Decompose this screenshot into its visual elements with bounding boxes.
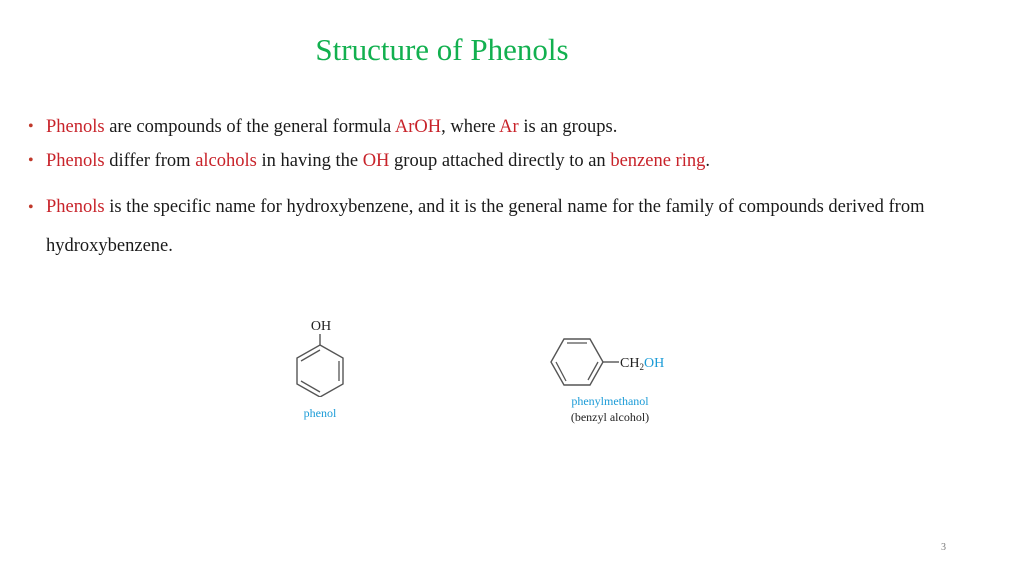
phenol-benzene-ring [297, 345, 343, 397]
term-phenols: Phenols [46, 197, 105, 217]
bullet-dot-icon: • [28, 152, 34, 169]
bullet-text: is an groups. [518, 117, 618, 137]
bullet-hydroxybenzene [28, 188, 988, 266]
slide-title: Structure of Phenols [315, 32, 569, 67]
term-alcohols: alcohols [195, 151, 257, 171]
bullet-text: are compounds of the general formula [104, 117, 395, 137]
term-phenols: Phenols [46, 117, 105, 137]
phenol-double-bond [301, 381, 320, 392]
bullet-dot-icon: • [28, 199, 34, 216]
bullet-text: , where [441, 117, 500, 137]
bullet-general-formula [28, 110, 988, 144]
term-phenols: Phenols [46, 151, 105, 171]
bullet-list [28, 110, 988, 266]
term-oh: OH [362, 151, 390, 171]
benzyl-double-bond [556, 362, 566, 381]
benzyl-benzene-ring [551, 339, 603, 385]
bullet-text: differ from [104, 151, 196, 171]
bullet-dot-icon: • [28, 118, 34, 135]
phenol-oh-label: OH [310, 319, 332, 334]
phenol-structure [285, 312, 355, 397]
benzyl-name: phenylmethanol [571, 394, 649, 408]
bullet-text: group attached directly to an [389, 151, 611, 171]
bullet-text: is the specific name for hydroxybenzene, and it is the general name for the family of compounds derived from hydroxybenzene. [46, 197, 925, 256]
formula-aroh: ArOH [394, 117, 442, 137]
term-benzene-ring: benzene ring [610, 151, 706, 171]
term-ar: Ar [499, 117, 519, 137]
phenol-double-bond [301, 350, 320, 361]
benzyl-group-label: $CH_2OH$ [620, 356, 665, 372]
bullet-differ-from-alcohols [28, 144, 988, 178]
bullet-text: . [705, 151, 710, 171]
page-number: 3 [941, 542, 946, 553]
phenol-name: phenol [303, 406, 337, 420]
benzyl-alcohol-structure [550, 336, 680, 392]
benzyl-alt-name: (benzyl alcohol) [570, 410, 650, 424]
bullet-text: in having the [256, 151, 363, 171]
benzyl-double-bond [588, 362, 598, 380]
